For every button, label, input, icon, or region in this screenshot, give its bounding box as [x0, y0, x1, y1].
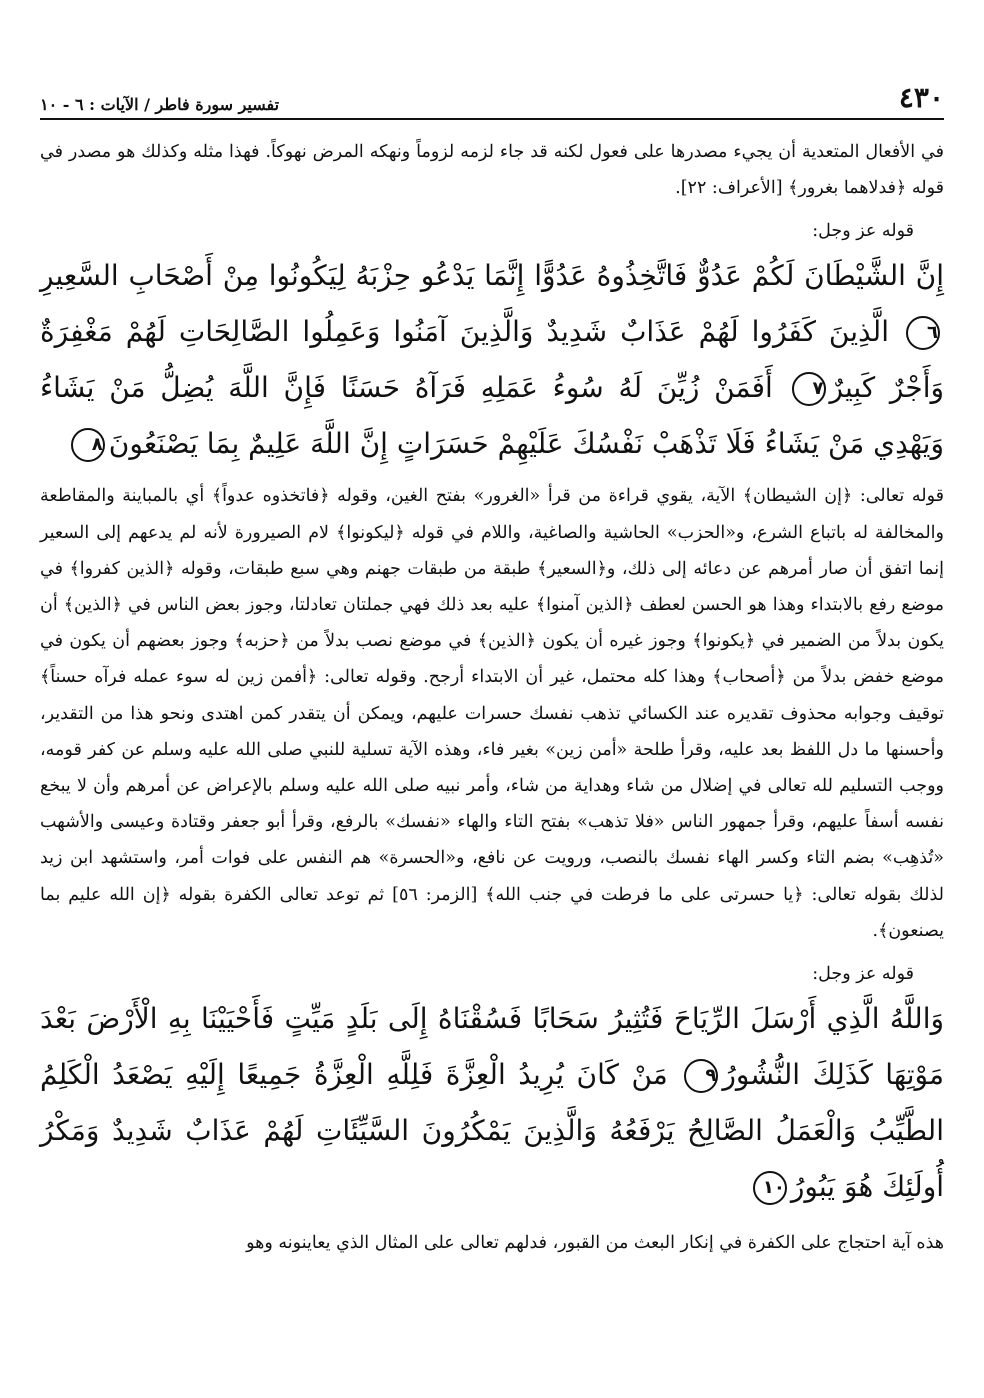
document-page — [40, 80, 944, 1261]
verse-10: مَنْ كَانَ يُرِيدُ الْعِزَّةَ فَلِلَّهِ الْعِزَّةُ جَمِيعًا إِلَيْهِ يَصْعَدُ الْكَلِمُ الطَّيِّبُ وَالْعَمَلُ الصَّالِحُ يَرْفَعُهُ وَالَّذِينَ يَمْكُرُونَ السَّيِّئَاتِ لَهُمْ عَذَابٌ شَدِيدٌ وَمَكْرُ أُولَئِكَ هُوَ يَبُورُ — [40, 1058, 944, 1204]
page-number: ٤٣٠ — [898, 81, 944, 114]
verse-6: إِنَّ الشَّيْطَانَ لَكُمْ عَدُوٌّ فَاتَّخِذُوهُ عَدُوًّا إِنَّمَا يَدْعُو حِزْبَهُ لِيَكُونُوا مِنْ أَصْحَابِ السَّعِيرِ — [40, 259, 944, 293]
verses-9-10 — [40, 991, 944, 1215]
intro-label-2: قوله عز وجل: — [812, 964, 914, 985]
verse-marker-8: ٨ — [71, 428, 105, 462]
verse-8: أَفَمَنْ زُيِّنَ لَهُ سُوءُ عَمَلِهِ فَرَآهُ حَسَنًا فَإِنَّ اللَّهَ يُضِلُّ مَنْ يَشَاءُ وَيَهْدِي مَنْ يَشَاءُ فَلَا تَذْهَبْ نَفْسُكَ عَلَيْهِمْ حَسَرَاتٍ إِنَّ اللَّهَ عَلِيمٌ بِمَا يَصْنَعُونَ — [40, 371, 944, 461]
running-head: تفسير سورة فاطر / الآيات : ٦ - ١٠ — [40, 95, 280, 114]
verses-6-8 — [40, 248, 944, 472]
intro-label-1: قوله عز وجل: — [812, 221, 914, 242]
verse-marker-6: ٦ — [906, 316, 940, 350]
verse-marker-9: ٩ — [684, 1059, 718, 1093]
verse-marker-10: ١٠ — [753, 1171, 787, 1205]
paragraph-final: هذه آية احتجاج على الكفرة في إنكار البعث من القبور، فدلهم تعالى على المثال الذي يعاينونه وهو — [246, 1233, 944, 1254]
verse-marker-7: ٧ — [792, 372, 826, 406]
verse-7: الَّذِينَ كَفَرُوا لَهُمْ عَذَابٌ شَدِيدٌ وَالَّذِينَ آمَنُوا وَعَمِلُوا الصَّالِحَاتِ لَهُمْ مَغْفِرَةٌ وَأَجْرٌ كَبِيرٌ — [40, 315, 944, 405]
verse-9: وَاللَّهُ الَّذِي أَرْسَلَ الرِّيَاحَ فَتُثِيرُ سَحَابًا فَسُقْنَاهُ إِلَى بَلَدٍ مَيِّتٍ فَأَحْيَيْنَا بِهِ الْأَرْضَ بَعْدَ مَوْتِهَا كَذَلِكَ النُّشُورُ — [40, 1002, 945, 1092]
commentary-paragraph: قوله تعالى: ﴿إن الشيطان﴾ الآية، يقوي قراءة من قرأ «الغرور» بفتح الغين، وقوله ﴿فاتخذوه عدواً﴾ أي بالمباينة والمقاطعة والمخالفة له باتباع الشرع، و«الحزب» الحاشية والصاغية، واللام في قوله ﴿ليكونوا﴾ لام الصيرورة لأنه لم يدعهم إلى السعير إنما اتفق أن صار أمرهم عن دعائه إلى ذلك، و﴿السعير﴾ طبقة من طبقات جهنم وهي سبع طبقات، وقوله ﴿الذين كفروا﴾ في موضع رفع بالابتداء وهذا هو الحسن لعطف ﴿الذين آمنوا﴾ عليه بعد ذلك فهي جملتان تعادلتا، وجوز بعض الناس في ﴿الذين﴾ أن يكون بدلاً من الضمير في ﴿يكونوا﴾ وجوز غيره أن يكون ﴿الذين﴾ في موضع نصب بدلاً من ﴿حزبه﴾ وجوز بعضهم أن يكون في موضع خفض بدلاً من ﴿أصحاب﴾ وهذا كله محتمل، غير أن الابتداء أرجح. وقوله تعالى: ﴿أفمن زين له سوء عمله فرآه حسناً﴾ توقيف وجوابه محذوف تقديره عند الكسائي تذهب نفسك حسرات عليهم، ويمكن أن يتقدر كمن اهتدى ونحو هذا من التقدير، وأحسنها ما دل اللفظ بعد عليه، وقرأ طلحة «أمن زين» بغير فاء، وهذه الآية تسلية للنبي صلى الله عليه وسلم عن كفر قومه، ووجب التسليم لله تعالى في إضلال من شاء وهداية من شاء، وأمر نبيه صلى الله عليه وسلم بالإعراض عن أمرهم وأن لا يبخع نفسه أسفاً عليهم، وقرأ جمهور الناس «فلا تذهب» بفتح التاء والهاء «نفسك» بالرفع، وقرأ أبو جعفر وقتادة وعيسى والأشهب «تُذهِب» بضم التاء وكسر الهاء نفسك بالنصب، ورويت عن نافع، و«الحسرة» هم النفس على فوات أمر، واستشهد ابن زيد لذلك بقوله تعالى: ﴿يا حسرتى على ما فرطت في جنب الله﴾ [الزمر: ٥٦] ثم توعد تعالى الكفرة بقوله ﴿إن الله عليم بما يصنعون﴾. — [40, 486, 944, 941]
page-header — [40, 80, 944, 120]
paragraph-1: في الأفعال المتعدية أن يجيء مصدرها على فعول لكنه قد جاء لزمه لزوماً ونهكه المرض نهوكاً. فهذا مثله وكذلك هو مصدر في قوله ﴿فدلاهما بغرور﴾ [الأعراف: ٢٢]. — [40, 142, 944, 199]
